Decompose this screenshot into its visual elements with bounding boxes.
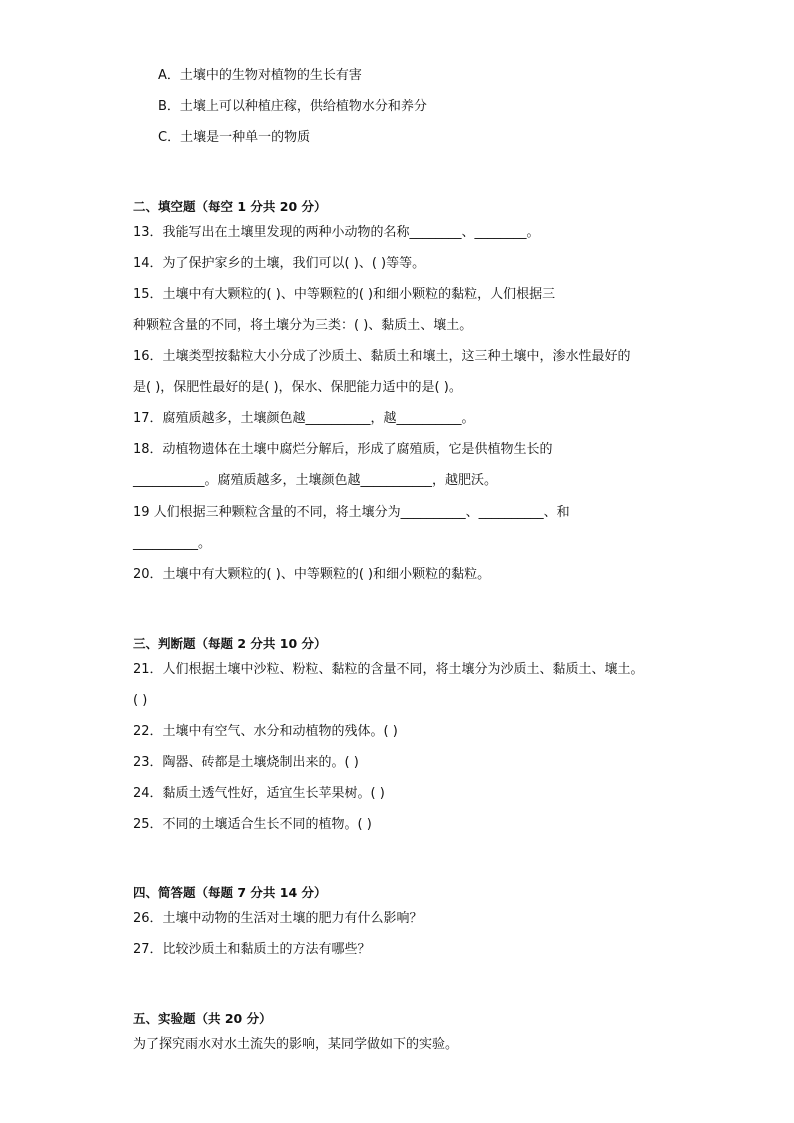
- section-title-exp: 五、实验题（共 20 分）: [133, 1011, 272, 1026]
- question-18-line2: ___________。腐殖质越多，土壤颜色越___________，越肥沃。: [133, 473, 498, 488]
- question-21: 21．人们根据土壤中沙粒、粉粒、黏粒的含量不同，将土壤分为沙质土、黏质土、壤土。: [133, 662, 644, 677]
- question-14: 14．为了保护家乡的土壤，我们可以( )、( )等等。: [133, 256, 426, 271]
- question-27: 27．比较沙质土和黏质土的方法有哪些？: [133, 942, 371, 957]
- question-24: 24．黏质土透气性好，适宜生长苹果树。( ): [133, 786, 385, 801]
- question-22: 22．土壤中有空气、水分和动植物的残体。( ): [133, 724, 398, 739]
- section-title-judge: 三、判断题（每题 2 分共 10 分）: [133, 636, 327, 651]
- question-21-answer: ( ): [133, 693, 148, 708]
- question-18-line1: 18．动植物遗体在土壤中腐烂分解后，形成了腐殖质，它是供植物生长的: [133, 442, 553, 457]
- option-a: A．土壤中的生物对植物的生长有害: [158, 68, 362, 83]
- section-title-short: 四、简答题（每题 7 分共 14 分）: [133, 885, 327, 900]
- question-15-line2: 种颗粒含量的不同，将土壤分为三类：( )、黏质土、壤土。: [133, 318, 473, 333]
- question-15-line1: 15．土壤中有大颗粒的( )、中等颗粒的( )和细小颗粒的黏粒，人们根据三: [133, 287, 556, 302]
- question-16-line2: 是( )，保肥性最好的是( )，保水、保肥能力适中的是( )。: [133, 380, 462, 395]
- question-19-line1: 19 人们根据三种颗粒含量的不同，将土壤分为__________、__________、和: [133, 505, 570, 520]
- question-19-line2: __________。: [133, 536, 212, 551]
- question-26: 26．土壤中动物的生活对土壤的肥力有什么影响？: [133, 911, 423, 926]
- experiment-intro: 为了探究雨水对水土流失的影响，某同学做如下的实验。: [133, 1037, 459, 1052]
- question-16-line1: 16．土壤类型按黏粒大小分成了沙质土、黏质土和壤土，这三种土壤中，渗水性最好的: [133, 349, 631, 364]
- section-title-fill: 二、填空题（每空 1 分共 20 分）: [133, 199, 327, 214]
- question-20: 20．土壤中有大颗粒的( )、中等颗粒的( )和细小颗粒的黏粒。: [133, 567, 491, 582]
- question-17: 17．腐殖质越多，土壤颜色越__________，越__________。: [133, 411, 475, 426]
- option-b: B．土壤上可以种植庄稼，供给植物水分和养分: [158, 99, 427, 114]
- question-25: 25．不同的土壤适合生长不同的植物。( ): [133, 817, 372, 832]
- option-c: C．土壤是一种单一的物质: [158, 130, 311, 145]
- question-23: 23．陶器、砖都是土壤烧制出来的。( ): [133, 755, 359, 770]
- question-13: 13．我能写出在土壤里发现的两种小动物的名称________、________。: [133, 225, 540, 240]
